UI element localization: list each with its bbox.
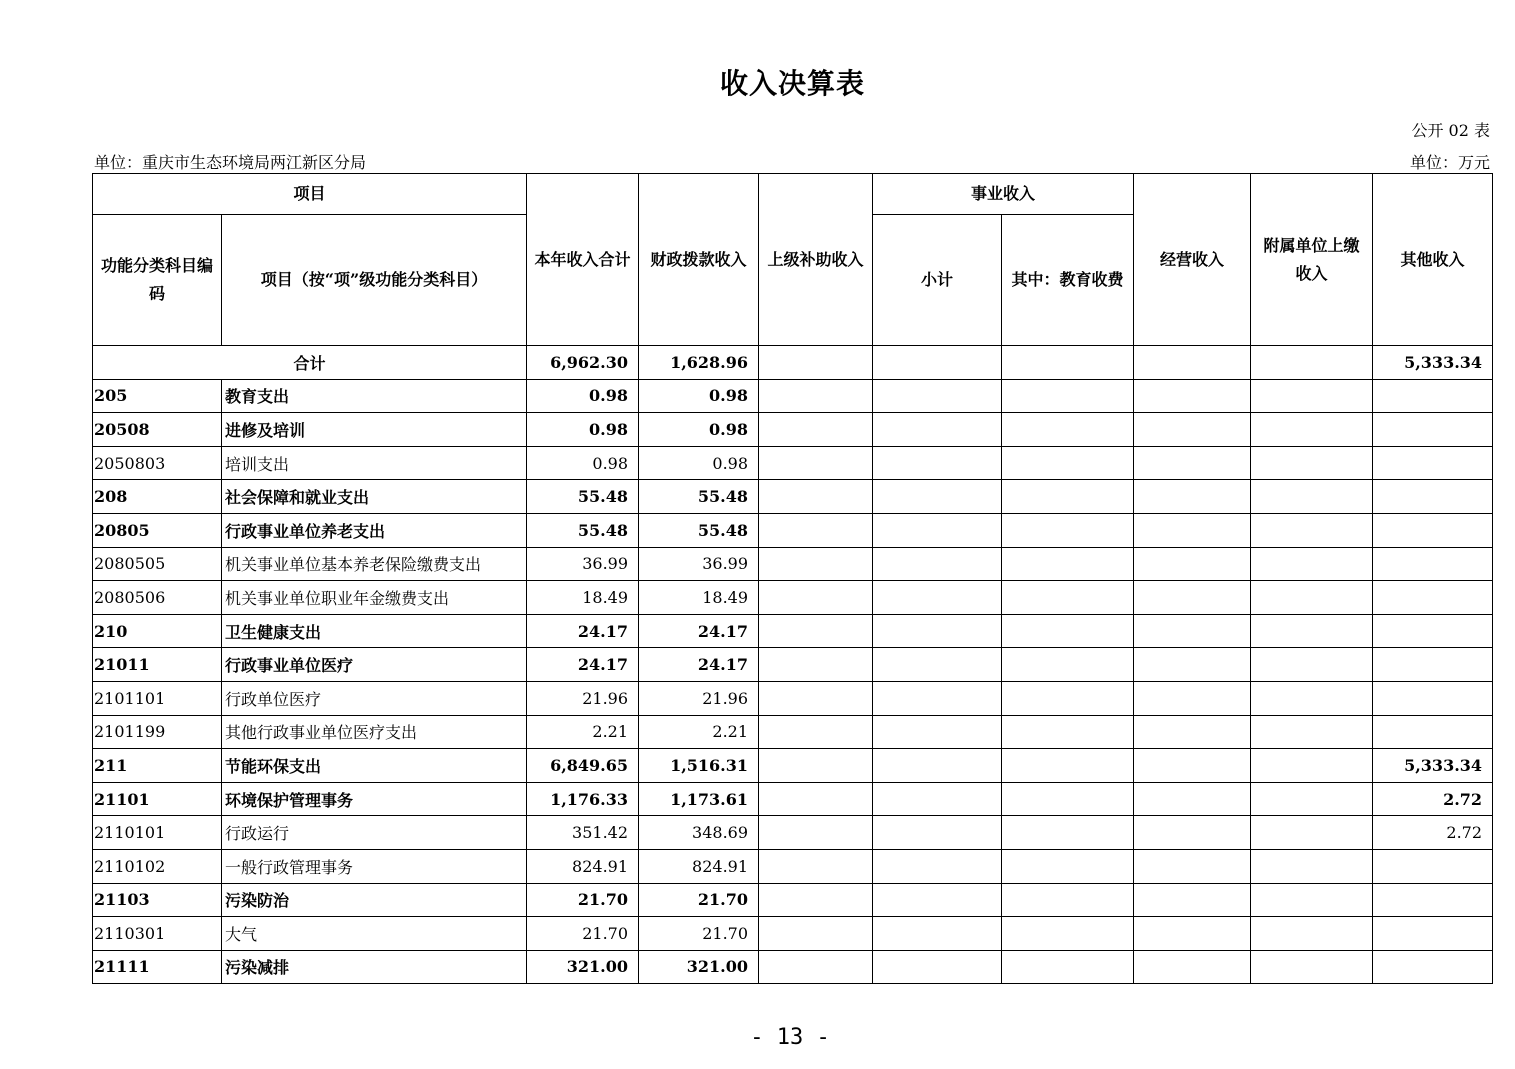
- cell-fiscal: 1,516.31: [639, 749, 759, 783]
- table-row: [93, 614, 1493, 648]
- cell-affiliate: [1251, 379, 1373, 413]
- table-row: [93, 782, 1493, 816]
- cell-superior: [759, 681, 873, 715]
- cell-fiscal: 0.98: [639, 413, 759, 447]
- cell-fiscal: 348.69: [639, 816, 759, 850]
- cell-edu: [1002, 849, 1134, 883]
- cell-operation: [1134, 413, 1251, 447]
- cell-name: 污染减排: [222, 950, 527, 984]
- organization-unit: 单位：重庆市生态环境局两江新区分局: [94, 153, 367, 172]
- cell-affiliate: [1251, 513, 1373, 547]
- income-table: [92, 173, 1493, 984]
- cell-fiscal: 36.99: [639, 547, 759, 581]
- cell-name: 行政事业单位养老支出: [222, 513, 527, 547]
- cell-total: 55.48: [527, 513, 639, 547]
- cell-subtotal: [873, 379, 1002, 413]
- header-code: 功能分类科目编码: [93, 215, 222, 346]
- header-affiliate: 附属单位上缴收入: [1251, 174, 1373, 346]
- cell-subtotal: [873, 581, 1002, 615]
- cell-subtotal: [873, 917, 1002, 951]
- cell-superior: [759, 816, 873, 850]
- cell-operation: [1134, 614, 1251, 648]
- cell-name: 行政运行: [222, 816, 527, 850]
- form-number: 公开 02 表: [1411, 121, 1490, 140]
- header-superior: 上级补助收入: [759, 174, 873, 346]
- cell-edu: [1002, 513, 1134, 547]
- cell-total: 36.99: [527, 547, 639, 581]
- cell-edu: [1002, 816, 1134, 850]
- cell-affiliate: [1251, 749, 1373, 783]
- cell-operation: [1134, 749, 1251, 783]
- total-edu: [1002, 346, 1134, 380]
- table-row: [93, 648, 1493, 682]
- cell-operation: [1134, 648, 1251, 682]
- table-row: [93, 917, 1493, 951]
- cell-total: 321.00: [527, 950, 639, 984]
- cell-other: 2.72: [1373, 782, 1493, 816]
- cell-affiliate: [1251, 547, 1373, 581]
- total-operation: [1134, 346, 1251, 380]
- cell-code: 21103: [93, 883, 222, 917]
- cell-code: 2101199: [93, 715, 222, 749]
- header-other: 其他收入: [1373, 174, 1493, 346]
- cell-fiscal: 18.49: [639, 581, 759, 615]
- cell-code: 21111: [93, 950, 222, 984]
- cell-total: 18.49: [527, 581, 639, 615]
- cell-other: [1373, 950, 1493, 984]
- cell-subtotal: [873, 749, 1002, 783]
- cell-subtotal: [873, 681, 1002, 715]
- cell-other: [1373, 581, 1493, 615]
- cell-edu: [1002, 581, 1134, 615]
- table-row: [93, 883, 1493, 917]
- table-row: [93, 446, 1493, 480]
- cell-fiscal: 1,173.61: [639, 782, 759, 816]
- cell-subtotal: [873, 513, 1002, 547]
- cell-superior: [759, 446, 873, 480]
- cell-edu: [1002, 715, 1134, 749]
- cell-superior: [759, 749, 873, 783]
- page-number: - 13 -: [750, 1025, 830, 1050]
- cell-code: 2080506: [93, 581, 222, 615]
- cell-code: 2050803: [93, 446, 222, 480]
- cell-total: 21.70: [527, 917, 639, 951]
- cell-edu: [1002, 950, 1134, 984]
- cell-other: [1373, 480, 1493, 514]
- cell-name: 节能环保支出: [222, 749, 527, 783]
- cell-other: [1373, 513, 1493, 547]
- cell-subtotal: [873, 547, 1002, 581]
- table-row: [93, 749, 1493, 783]
- cell-name: 机关事业单位职业年金缴费支出: [222, 581, 527, 615]
- cell-code: 21011: [93, 648, 222, 682]
- cell-edu: [1002, 413, 1134, 447]
- table-row: [93, 513, 1493, 547]
- cell-edu: [1002, 480, 1134, 514]
- total-row: [93, 346, 1493, 380]
- cell-name: 卫生健康支出: [222, 614, 527, 648]
- cell-code: 2110301: [93, 917, 222, 951]
- cell-total: 824.91: [527, 849, 639, 883]
- cell-subtotal: [873, 950, 1002, 984]
- cell-fiscal: 0.98: [639, 446, 759, 480]
- cell-total: 2.21: [527, 715, 639, 749]
- cell-other: 2.72: [1373, 816, 1493, 850]
- cell-other: [1373, 379, 1493, 413]
- cell-operation: [1134, 681, 1251, 715]
- cell-fiscal: 824.91: [639, 849, 759, 883]
- cell-subtotal: [873, 614, 1002, 648]
- cell-operation: [1134, 917, 1251, 951]
- cell-superior: [759, 950, 873, 984]
- cell-fiscal: 2.21: [639, 715, 759, 749]
- total-affiliate: [1251, 346, 1373, 380]
- cell-affiliate: [1251, 883, 1373, 917]
- header-item: 项目: [93, 174, 527, 215]
- header-edu: 其中：教育收费: [1002, 215, 1134, 346]
- cell-subtotal: [873, 413, 1002, 447]
- total-label: 合计: [93, 346, 527, 380]
- cell-name: 一般行政管理事务: [222, 849, 527, 883]
- cell-code: 205: [93, 379, 222, 413]
- cell-code: 2080505: [93, 547, 222, 581]
- cell-affiliate: [1251, 816, 1373, 850]
- table-row: [93, 547, 1493, 581]
- cell-operation: [1134, 782, 1251, 816]
- cell-other: [1373, 849, 1493, 883]
- cell-name: 污染防治: [222, 883, 527, 917]
- cell-other: 5,333.34: [1373, 749, 1493, 783]
- cell-subtotal: [873, 816, 1002, 850]
- cell-fiscal: 21.70: [639, 917, 759, 951]
- cell-superior: [759, 513, 873, 547]
- cell-superior: [759, 379, 873, 413]
- cell-superior: [759, 581, 873, 615]
- table-row: [93, 715, 1493, 749]
- cell-edu: [1002, 379, 1134, 413]
- cell-edu: [1002, 782, 1134, 816]
- cell-edu: [1002, 749, 1134, 783]
- cell-superior: [759, 413, 873, 447]
- table-row: [93, 379, 1493, 413]
- cell-name: 其他行政事业单位医疗支出: [222, 715, 527, 749]
- cell-fiscal: 24.17: [639, 648, 759, 682]
- cell-affiliate: [1251, 917, 1373, 951]
- cell-operation: [1134, 480, 1251, 514]
- cell-name: 行政事业单位医疗: [222, 648, 527, 682]
- page-title: 收入决算表: [719, 67, 865, 100]
- cell-affiliate: [1251, 681, 1373, 715]
- cell-fiscal: 55.48: [639, 513, 759, 547]
- cell-fiscal: 55.48: [639, 480, 759, 514]
- cell-name: 机关事业单位基本养老保险缴费支出: [222, 547, 527, 581]
- cell-total: 21.70: [527, 883, 639, 917]
- cell-edu: [1002, 681, 1134, 715]
- table-row: [93, 681, 1493, 715]
- cell-subtotal: [873, 849, 1002, 883]
- cell-other: [1373, 681, 1493, 715]
- header-total: 本年收入合计: [527, 174, 639, 346]
- cell-superior: [759, 782, 873, 816]
- header-business: 事业收入: [873, 174, 1134, 215]
- cell-total: 6,849.65: [527, 749, 639, 783]
- cell-affiliate: [1251, 849, 1373, 883]
- cell-subtotal: [873, 648, 1002, 682]
- cell-name: 教育支出: [222, 379, 527, 413]
- cell-name: 环境保护管理事务: [222, 782, 527, 816]
- cell-other: [1373, 547, 1493, 581]
- cell-other: [1373, 648, 1493, 682]
- table-row: [93, 849, 1493, 883]
- cell-other: [1373, 715, 1493, 749]
- cell-superior: [759, 547, 873, 581]
- cell-total: 0.98: [527, 413, 639, 447]
- cell-operation: [1134, 513, 1251, 547]
- cell-total: 351.42: [527, 816, 639, 850]
- cell-name: 大气: [222, 917, 527, 951]
- cell-subtotal: [873, 782, 1002, 816]
- cell-subtotal: [873, 480, 1002, 514]
- cell-operation: [1134, 581, 1251, 615]
- cell-name: 培训支出: [222, 446, 527, 480]
- cell-operation: [1134, 816, 1251, 850]
- cell-operation: [1134, 446, 1251, 480]
- total-superior: [759, 346, 873, 380]
- currency-unit: 单位：万元: [1409, 153, 1490, 172]
- cell-code: 211: [93, 749, 222, 783]
- cell-superior: [759, 648, 873, 682]
- cell-edu: [1002, 614, 1134, 648]
- cell-superior: [759, 614, 873, 648]
- cell-affiliate: [1251, 446, 1373, 480]
- cell-affiliate: [1251, 480, 1373, 514]
- cell-code: 20508: [93, 413, 222, 447]
- cell-edu: [1002, 446, 1134, 480]
- cell-superior: [759, 480, 873, 514]
- cell-affiliate: [1251, 782, 1373, 816]
- cell-edu: [1002, 648, 1134, 682]
- total-subtotal: [873, 346, 1002, 380]
- cell-total: 21.96: [527, 681, 639, 715]
- cell-subtotal: [873, 715, 1002, 749]
- cell-code: 2110102: [93, 849, 222, 883]
- cell-superior: [759, 849, 873, 883]
- cell-affiliate: [1251, 614, 1373, 648]
- cell-other: [1373, 883, 1493, 917]
- cell-operation: [1134, 715, 1251, 749]
- cell-fiscal: 21.70: [639, 883, 759, 917]
- cell-other: [1373, 413, 1493, 447]
- cell-total: 55.48: [527, 480, 639, 514]
- table-row: [93, 950, 1493, 984]
- cell-superior: [759, 917, 873, 951]
- cell-name: 进修及培训: [222, 413, 527, 447]
- table-row: [93, 581, 1493, 615]
- cell-operation: [1134, 950, 1251, 984]
- cell-other: [1373, 614, 1493, 648]
- cell-code: 21101: [93, 782, 222, 816]
- cell-subtotal: [873, 883, 1002, 917]
- cell-edu: [1002, 883, 1134, 917]
- cell-operation: [1134, 883, 1251, 917]
- cell-affiliate: [1251, 715, 1373, 749]
- cell-total: 1,176.33: [527, 782, 639, 816]
- total-amount: 6,962.30: [527, 346, 639, 380]
- cell-subtotal: [873, 446, 1002, 480]
- table-row: [93, 480, 1493, 514]
- cell-other: [1373, 446, 1493, 480]
- cell-total: 24.17: [527, 648, 639, 682]
- cell-operation: [1134, 849, 1251, 883]
- cell-total: 0.98: [527, 446, 639, 480]
- cell-other: [1373, 917, 1493, 951]
- cell-fiscal: 0.98: [639, 379, 759, 413]
- cell-edu: [1002, 917, 1134, 951]
- cell-operation: [1134, 547, 1251, 581]
- cell-code: 2101101: [93, 681, 222, 715]
- cell-code: 20805: [93, 513, 222, 547]
- header-name: 项目（按“项”级功能分类科目）: [222, 215, 527, 346]
- cell-code: 2110101: [93, 816, 222, 850]
- cell-name: 社会保障和就业支出: [222, 480, 527, 514]
- cell-total: 24.17: [527, 614, 639, 648]
- cell-code: 210: [93, 614, 222, 648]
- cell-affiliate: [1251, 413, 1373, 447]
- cell-superior: [759, 715, 873, 749]
- cell-fiscal: 21.96: [639, 681, 759, 715]
- table-row: [93, 816, 1493, 850]
- total-other: 5,333.34: [1373, 346, 1493, 380]
- header-operation: 经营收入: [1134, 174, 1251, 346]
- header-subtotal: 小计: [873, 215, 1002, 346]
- cell-operation: [1134, 379, 1251, 413]
- cell-superior: [759, 883, 873, 917]
- cell-affiliate: [1251, 581, 1373, 615]
- cell-fiscal: 321.00: [639, 950, 759, 984]
- cell-edu: [1002, 547, 1134, 581]
- table-row: [93, 413, 1493, 447]
- cell-affiliate: [1251, 648, 1373, 682]
- total-fiscal: 1,628.96: [639, 346, 759, 380]
- cell-fiscal: 24.17: [639, 614, 759, 648]
- cell-code: 208: [93, 480, 222, 514]
- cell-total: 0.98: [527, 379, 639, 413]
- cell-affiliate: [1251, 950, 1373, 984]
- cell-name: 行政单位医疗: [222, 681, 527, 715]
- header-fiscal: 财政拨款收入: [639, 174, 759, 346]
